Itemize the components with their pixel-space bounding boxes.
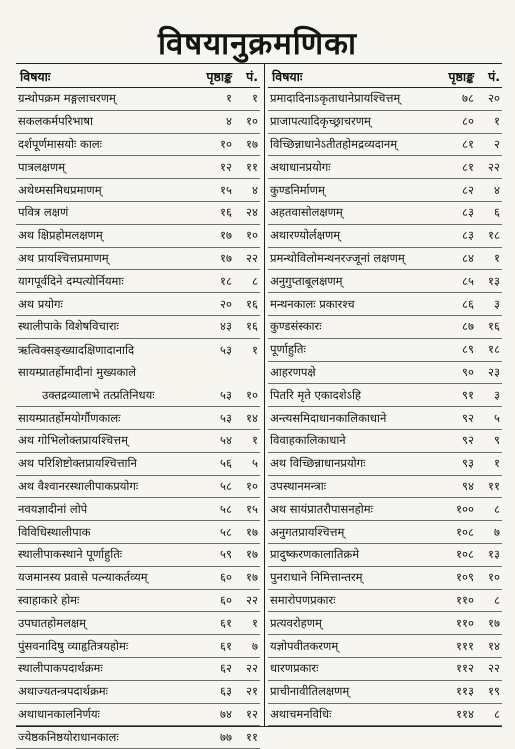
entry-line: २२ bbox=[488, 159, 500, 174]
entry-title: अथाचमनविधिः bbox=[270, 706, 332, 721]
entry-page: ६३ bbox=[220, 684, 232, 699]
entry-page: ६० bbox=[220, 570, 232, 585]
entry-page: ९० bbox=[462, 364, 474, 379]
entry-title: स्थालीपाके विशेषविचाराः bbox=[18, 319, 119, 334]
entry-title: अन्त्यसमिदाधानकालिकाधाने bbox=[270, 410, 387, 425]
entry-line: १७ bbox=[246, 524, 258, 539]
entry-page: ९२ bbox=[462, 410, 474, 425]
index-entry bbox=[268, 407, 502, 430]
entry-title: उपघातहोमलक्षम् bbox=[18, 615, 87, 630]
entry-title: धारणप्रकारः bbox=[270, 661, 319, 676]
entry-line: १ bbox=[494, 250, 500, 265]
entry-title: ज्येष्ठकनिष्ठयोराधानकालः bbox=[18, 729, 119, 744]
index-entry bbox=[16, 567, 260, 590]
entry-line: ३ bbox=[494, 296, 500, 311]
entry-line: १४ bbox=[488, 638, 500, 653]
index-entry bbox=[16, 202, 260, 225]
index-entry bbox=[16, 293, 260, 316]
index-entry bbox=[16, 134, 260, 157]
entry-page: ५८ bbox=[220, 524, 232, 539]
entry-line: १९ bbox=[488, 684, 500, 699]
index-entry bbox=[16, 476, 260, 499]
header-subject: विषयाः bbox=[20, 69, 51, 84]
entry-line: २० bbox=[488, 91, 500, 106]
index-entry bbox=[268, 362, 502, 385]
entry-line: ८ bbox=[494, 592, 500, 607]
entry-line: १ bbox=[252, 433, 258, 448]
entry-title: अथ गोभिलोक्तप्रायश्चित्तम् bbox=[18, 433, 128, 448]
entry-page: ८६ bbox=[462, 296, 474, 311]
entry-title: अनुगुप्ताबूलक्षणम् bbox=[270, 273, 343, 288]
entry-page: ५३ bbox=[220, 410, 232, 425]
entry-title: समारोपणप्रकारः bbox=[270, 592, 336, 607]
entry-title: सकलकर्मपरिभाषा bbox=[18, 114, 94, 129]
entry-page: ८५ bbox=[462, 273, 474, 288]
entry-title: स्थालीपाकस्थाने पूर्णाहुतिः bbox=[18, 547, 123, 562]
entry-line: ३ bbox=[494, 387, 500, 402]
entry-title: अथ सायंप्रातरौपासनहोमः bbox=[270, 501, 373, 516]
entry-line: ८ bbox=[494, 501, 500, 516]
entry-page: ५८ bbox=[220, 478, 232, 493]
entry-line: १ bbox=[252, 342, 258, 357]
index-entry bbox=[268, 590, 502, 613]
entry-page: ६० bbox=[220, 592, 232, 607]
entry-page: १०८ bbox=[456, 547, 474, 562]
entry-page: ६२ bbox=[220, 661, 232, 676]
entry-line: १६ bbox=[246, 319, 258, 334]
entry-page: ८१ bbox=[462, 136, 474, 151]
entry-title: अथ परिशिष्टोक्तप्रायश्चित्तानि bbox=[18, 456, 137, 471]
entry-page: ५८ bbox=[220, 501, 232, 516]
entry-title: अथ वैश्वानरस्थालीपाकप्रयोगः bbox=[18, 478, 139, 493]
entry-title: प्रत्यवरोहणम् bbox=[270, 615, 322, 630]
entry-title: पुंसवनादिषु व्याहृतित्रयहोमः bbox=[18, 638, 129, 653]
column-divider bbox=[264, 64, 265, 726]
entry-line: १८ bbox=[488, 342, 500, 357]
entry-line: २ bbox=[494, 136, 500, 151]
index-entry bbox=[268, 156, 502, 179]
header-subject: विषयाः bbox=[272, 69, 303, 84]
entry-title: विवाहकालिकाधाने bbox=[270, 433, 346, 448]
entry-page: ४३ bbox=[220, 319, 232, 334]
entry-page: ६१ bbox=[220, 615, 232, 630]
entry-line: १० bbox=[246, 387, 258, 402]
entry-page: ११४ bbox=[456, 706, 474, 721]
entry-title: यजमानस्य प्रवासे पत्न्याकर्तव्यम् bbox=[18, 570, 148, 585]
entry-line: २२ bbox=[488, 661, 500, 676]
entry-title: अथ प्रायश्चित्तप्रमाणम् bbox=[18, 250, 109, 265]
entry-line: ८ bbox=[494, 706, 500, 721]
index-rows-right bbox=[268, 88, 502, 726]
index-entry bbox=[16, 430, 260, 453]
entry-line: १७ bbox=[246, 547, 258, 562]
entry-title: अथ क्षिप्रहोमलक्षणम् bbox=[18, 228, 103, 243]
index-entry bbox=[16, 726, 260, 749]
index-entry bbox=[268, 225, 502, 248]
index-entry bbox=[268, 567, 502, 590]
entry-title: दर्शपूर्णमासयोः कालः bbox=[18, 136, 102, 151]
index-entry bbox=[16, 111, 260, 134]
entry-page: १० bbox=[220, 136, 232, 151]
entry-line: १० bbox=[246, 114, 258, 129]
index-entry bbox=[16, 704, 260, 727]
index-entry bbox=[16, 590, 260, 613]
entry-line: १ bbox=[252, 91, 258, 106]
entry-line: १४ bbox=[246, 410, 258, 425]
entry-line: १३ bbox=[488, 547, 500, 562]
entry-page: १ bbox=[226, 91, 232, 106]
header-line: पं. bbox=[246, 69, 258, 84]
entry-title: प्राचीनावीतिलक्षणम् bbox=[270, 684, 350, 699]
index-entry bbox=[16, 225, 260, 248]
entry-title: यज्ञोपवीतकरणम् bbox=[270, 638, 339, 653]
header-page: पृष्ठाङ्क bbox=[206, 69, 232, 84]
entry-line: १० bbox=[246, 228, 258, 243]
entry-page: १२ bbox=[220, 159, 232, 174]
entry-page: ११३ bbox=[456, 684, 474, 699]
entry-page: ८० bbox=[462, 114, 474, 129]
index-entry bbox=[16, 658, 260, 681]
index-entry bbox=[16, 498, 260, 521]
entry-page: ८३ bbox=[462, 205, 474, 220]
entry-line: १० bbox=[488, 570, 500, 585]
entry-line: ७ bbox=[494, 524, 500, 539]
entry-line: ९ bbox=[494, 433, 500, 448]
index-entry bbox=[16, 384, 260, 407]
entry-title: पात्रलक्षणम् bbox=[18, 159, 66, 174]
entry-line: १७ bbox=[246, 570, 258, 585]
entry-line: ५ bbox=[494, 410, 500, 425]
entry-title: ग्रन्थोपक्रम मङ्गलाचरणम् bbox=[18, 91, 116, 106]
entry-page: १७ bbox=[220, 250, 232, 265]
entry-title: उक्तद्रव्यालाभे तत्प्रतिनिधयः bbox=[42, 387, 155, 402]
entry-page: ९२ bbox=[462, 433, 474, 448]
entry-title: प्राजापत्यादिकृच्छ्राचरणम् bbox=[270, 114, 371, 129]
index-entry bbox=[268, 635, 502, 658]
entry-title: प्रमन्थोविलोमन्थनरज्जूनां लक्षणम् bbox=[270, 250, 405, 265]
index-entry bbox=[268, 179, 502, 202]
entry-title: विविधिस्थालीपाक bbox=[18, 524, 91, 539]
index-rows-left bbox=[16, 88, 260, 749]
entry-title: अथाधानकालनिर्णयः bbox=[18, 706, 100, 721]
entry-page: १११ bbox=[456, 638, 474, 653]
entry-line: ७ bbox=[252, 638, 258, 653]
entry-title: पवित्र लक्षणं bbox=[18, 205, 69, 220]
entry-page: ११२ bbox=[456, 661, 474, 676]
entry-line: ४ bbox=[494, 182, 500, 197]
entry-page: १०९ bbox=[456, 570, 474, 585]
entry-page: ७८ bbox=[462, 91, 474, 106]
index-entry bbox=[268, 111, 502, 134]
column-header bbox=[268, 64, 502, 88]
entry-title: मन्थनकालः प्रकारश्च bbox=[270, 296, 355, 311]
entry-page: ८३ bbox=[462, 228, 474, 243]
index-entry bbox=[16, 635, 260, 658]
entry-title: अथेध्मसमिधप्रमाणम् bbox=[18, 182, 102, 197]
entry-title: स्थालीपाकपदार्थक्रमः bbox=[18, 661, 103, 676]
entry-page: ८१ bbox=[462, 159, 474, 174]
entry-line: १५ bbox=[246, 501, 258, 516]
entry-line: १८ bbox=[488, 228, 500, 243]
entry-line: ६ bbox=[494, 205, 500, 220]
entry-page: ११० bbox=[456, 592, 474, 607]
index-entry bbox=[268, 453, 502, 476]
entry-title: प्रमादादिनाऽकृताधानेप्रायश्चित्तम् bbox=[270, 91, 401, 106]
entry-page: ९१ bbox=[462, 387, 474, 402]
index-entry bbox=[268, 498, 502, 521]
index-entry bbox=[268, 521, 502, 544]
index-entry bbox=[268, 476, 502, 499]
entry-page: ५९ bbox=[220, 547, 232, 562]
entry-page: ५६ bbox=[220, 456, 232, 471]
entry-line: ८ bbox=[252, 273, 258, 288]
entry-title: विच्छिन्नाधानेऽतीतहोमद्रव्यदानम् bbox=[270, 136, 398, 151]
entry-line: १३ bbox=[488, 273, 500, 288]
entry-page: ४ bbox=[226, 114, 232, 129]
entry-title: नवयज्ञादीनां लोपे bbox=[18, 501, 88, 516]
entry-title: अहतवासोलक्षणम् bbox=[270, 205, 343, 220]
index-entry bbox=[268, 704, 502, 727]
entry-page: ८७ bbox=[462, 319, 474, 334]
entry-page: ६१ bbox=[220, 638, 232, 653]
entry-title: सायम्प्रातर्होमादीनां मुख्यकाले bbox=[18, 365, 137, 380]
entry-title: ऋत्विक्सङ्ख्यादक्षिणादानादि bbox=[18, 342, 135, 357]
index-entry bbox=[16, 453, 260, 476]
index-entry bbox=[16, 316, 260, 339]
entry-line: १७ bbox=[246, 136, 258, 151]
entry-line: १७ bbox=[488, 615, 500, 630]
index-column-right bbox=[268, 64, 502, 726]
entry-page: ८९ bbox=[462, 342, 474, 357]
index-entry bbox=[16, 339, 260, 362]
entry-title: अथ प्रयोगः bbox=[18, 296, 63, 311]
entry-title: अथाधानप्रयोगः bbox=[270, 159, 331, 174]
entry-line: २२ bbox=[246, 592, 258, 607]
entry-page: १६ bbox=[220, 205, 232, 220]
entry-title: आहरणपक्षे bbox=[270, 364, 316, 379]
header-line: पं. bbox=[488, 69, 500, 84]
entry-line: २१ bbox=[246, 684, 258, 699]
entry-line: ५ bbox=[252, 456, 258, 471]
column-header bbox=[16, 64, 260, 88]
entry-line: २३ bbox=[488, 364, 500, 379]
entry-line: ११ bbox=[246, 729, 258, 744]
index-entry bbox=[268, 270, 502, 293]
index-entry bbox=[16, 521, 260, 544]
entry-title: उपस्थानमन्त्राः bbox=[270, 478, 327, 493]
entry-page: १०८ bbox=[456, 524, 474, 539]
index-entry bbox=[16, 681, 260, 704]
entry-page: ८२ bbox=[462, 182, 474, 197]
entry-page: १५ bbox=[220, 182, 232, 197]
index-entry bbox=[268, 384, 502, 407]
index-entry bbox=[268, 316, 502, 339]
index-column-left bbox=[16, 64, 260, 744]
index-entry bbox=[16, 248, 260, 271]
entry-title: अथ विच्छिन्नाधानप्रयोगः bbox=[270, 456, 366, 471]
entry-page: १८ bbox=[220, 273, 232, 288]
entry-page: ११० bbox=[456, 615, 474, 630]
entry-page: ९३ bbox=[462, 456, 474, 471]
entry-line: ११ bbox=[246, 159, 258, 174]
entry-line: २२ bbox=[246, 250, 258, 265]
header-page: पृष्ठाङ्क bbox=[448, 69, 474, 84]
entry-page: २० bbox=[220, 296, 232, 311]
entry-page: ९४ bbox=[462, 478, 474, 493]
entry-line: १ bbox=[494, 114, 500, 129]
entry-line: ११ bbox=[488, 478, 500, 493]
entry-page: १७ bbox=[220, 228, 232, 243]
index-entry bbox=[16, 88, 260, 111]
entry-page: ७७ bbox=[220, 729, 232, 744]
index-entry bbox=[268, 293, 502, 316]
page-title: विषयानुक्रमणिका bbox=[157, 26, 358, 62]
entry-line: १२ bbox=[246, 706, 258, 721]
entry-title: यागपूर्वदिने दम्पत्योर्नियमाः bbox=[18, 273, 124, 288]
entry-title: पितरि मृते एकादशेऽहि bbox=[270, 387, 362, 402]
entry-page: ५३ bbox=[220, 387, 232, 402]
entry-page: ५४ bbox=[220, 433, 232, 448]
index-entry bbox=[16, 612, 260, 635]
index-entry bbox=[16, 362, 260, 385]
entry-line: २४ bbox=[246, 205, 258, 220]
entry-line: २२ bbox=[246, 661, 258, 676]
entry-page: ८४ bbox=[462, 250, 474, 265]
entry-title: कुण्डनिर्माणम् bbox=[270, 182, 325, 197]
index-entry bbox=[16, 179, 260, 202]
entry-line: १६ bbox=[246, 296, 258, 311]
index-entry bbox=[16, 156, 260, 179]
entry-title: सायम्प्रातर्होमयोर्गौणकालः bbox=[18, 410, 121, 425]
index-entry bbox=[16, 407, 260, 430]
index-entry bbox=[268, 544, 502, 567]
entry-line: ४ bbox=[252, 182, 258, 197]
entry-page: ७४ bbox=[220, 706, 232, 721]
index-entry bbox=[268, 681, 502, 704]
entry-title: पूर्णाहुतिः bbox=[270, 342, 306, 357]
entry-title: अथाज्यतन्त्रपदार्थक्रमः bbox=[18, 684, 108, 699]
entry-page: १०० bbox=[456, 501, 474, 516]
entry-line: १ bbox=[252, 615, 258, 630]
index-entry bbox=[268, 88, 502, 111]
entry-title: अनुगतप्रायश्चित्तम् bbox=[270, 524, 345, 539]
index-entry bbox=[16, 544, 260, 567]
entry-line: १६ bbox=[488, 319, 500, 334]
index-entry bbox=[268, 339, 502, 362]
index-entry bbox=[268, 202, 502, 225]
index-entry bbox=[268, 430, 502, 453]
entry-title: पुनराधाने निमित्तान्तरम् bbox=[270, 570, 363, 585]
index-entry bbox=[268, 612, 502, 635]
index-entry bbox=[268, 658, 502, 681]
entry-title: स्वाहाकारे होमः bbox=[18, 592, 80, 607]
index-entry bbox=[268, 134, 502, 157]
index-table bbox=[16, 63, 502, 744]
entry-title: कुण्डसंस्कारः bbox=[270, 319, 322, 334]
entry-title: अथारण्योर्लक्षणम् bbox=[270, 228, 341, 243]
entry-line: १ bbox=[494, 456, 500, 471]
index-entry bbox=[268, 248, 502, 271]
entry-page: ५३ bbox=[220, 342, 232, 357]
entry-title: प्रादुष्करणकालातिक्रमे bbox=[270, 547, 360, 562]
entry-line: १० bbox=[246, 478, 258, 493]
index-entry bbox=[16, 270, 260, 293]
